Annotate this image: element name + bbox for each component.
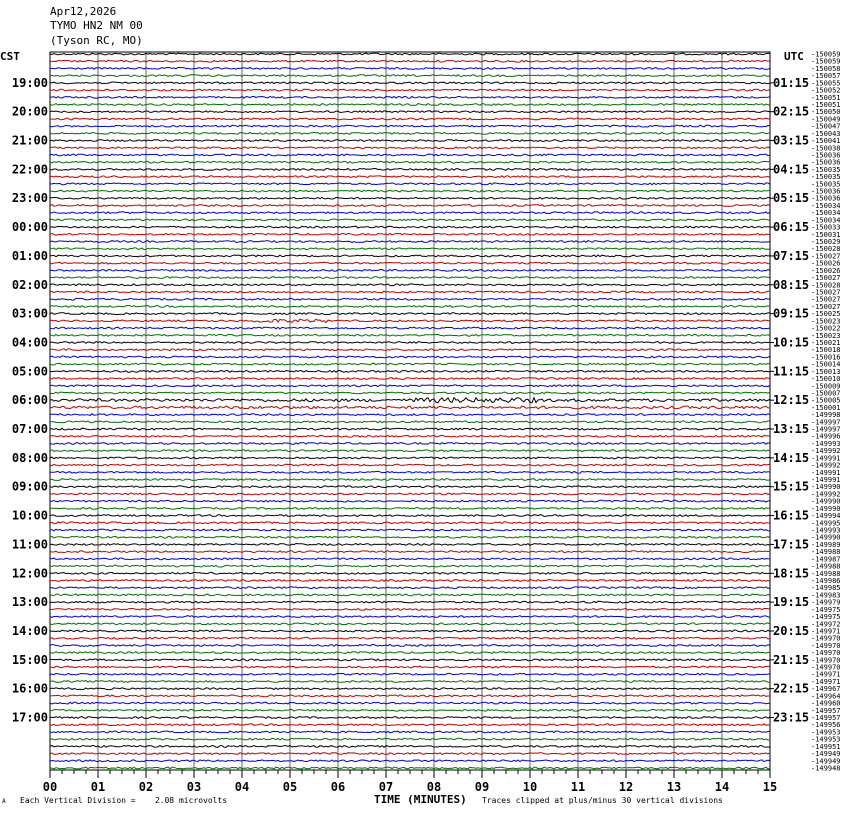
trace-line — [50, 767, 770, 769]
right-hour-label: 23:15 — [773, 710, 810, 725]
trace-offset-label: -150022 — [811, 324, 841, 333]
trace-line — [50, 60, 770, 62]
trace-line — [50, 306, 770, 308]
trace-offset-label: -150021 — [811, 339, 841, 347]
left-hour-label: 23:00 — [11, 191, 48, 206]
trace-offset-label: -149993 — [811, 440, 841, 448]
left-hour-label: 00:00 — [11, 220, 48, 235]
trace-offset-label: -150027 — [811, 288, 841, 297]
trace-line — [50, 226, 770, 228]
trace-line — [50, 688, 770, 690]
trace-offset-label: -149991 — [811, 476, 841, 484]
trace-line — [50, 673, 770, 675]
right-hour-label: 18:15 — [773, 566, 810, 581]
x-tick-label: 01 — [90, 780, 106, 794]
trace-offset-label: -150016 — [811, 353, 841, 362]
trace-line — [50, 659, 770, 661]
trace-offset-label: -150034 — [811, 216, 841, 225]
x-tick-label: 12 — [618, 780, 634, 794]
x-tick-label: 08 — [426, 780, 442, 794]
trace-line — [50, 450, 770, 452]
trace-line — [50, 363, 770, 365]
trace-offset-label: -149970 — [811, 641, 841, 650]
right-hour-label: 19:15 — [773, 595, 810, 610]
left-hour-label: 15:00 — [11, 652, 48, 667]
trace-line — [50, 652, 770, 654]
trace-offset-label: -149956 — [811, 721, 841, 730]
x-tick-label: 00 — [42, 780, 58, 794]
trace-line — [50, 746, 770, 748]
trace-line — [50, 753, 770, 755]
trace-line — [50, 140, 770, 142]
trace-offset-label: -150035 — [811, 165, 841, 174]
trace-offset-label: -149953 — [811, 728, 841, 737]
trace-offset-label: -150051 — [811, 93, 841, 102]
trace-offset-label: -149975 — [811, 605, 841, 614]
trace-line — [50, 392, 770, 394]
trace-line — [50, 82, 770, 84]
left-hour-label: 05:00 — [11, 364, 48, 379]
trace-line — [50, 544, 770, 546]
trace-line — [50, 623, 770, 625]
right-hour-label: 06:15 — [773, 220, 810, 235]
trace-offset-label: -150023 — [811, 331, 841, 340]
right-hour-label: 12:15 — [773, 393, 810, 408]
trace-offset-label: -150058 — [811, 64, 841, 73]
trace-line — [50, 147, 770, 149]
right-hour-label: 21:15 — [773, 652, 810, 667]
trace-line — [50, 183, 770, 185]
left-hour-label: 09:00 — [11, 479, 48, 494]
left-hour-label: 12:00 — [11, 566, 48, 581]
trace-line — [50, 398, 770, 403]
trace-line — [50, 421, 770, 423]
trace-offset-label: -150007 — [811, 389, 841, 398]
trace-line — [50, 580, 770, 582]
trace-line — [50, 406, 770, 409]
trace-line — [50, 681, 770, 683]
trace-line — [50, 385, 770, 387]
trace-offset-label: -150018 — [811, 346, 841, 355]
trace-offset-label: -150014 — [811, 360, 841, 369]
trace-offset-label: -150055 — [811, 79, 841, 88]
trace-line — [50, 435, 770, 437]
x-tick-label: 15 — [762, 780, 778, 794]
trace-line — [50, 233, 770, 235]
trace-offset-label: -149979 — [811, 598, 841, 607]
trace-line — [50, 319, 770, 323]
trace-offset-label: -149988 — [811, 562, 841, 571]
left-timezone-label: CST — [0, 50, 20, 63]
plot-date: Apr12,2026 — [50, 5, 117, 18]
x-tick-label: 11 — [570, 780, 586, 794]
trace-line — [50, 270, 770, 272]
trace-line — [50, 176, 770, 178]
trace-line — [50, 378, 770, 380]
trace-offset-label: -149990 — [811, 533, 841, 542]
trace-line — [50, 370, 770, 372]
left-hour-label: 02:00 — [11, 277, 48, 292]
right-hour-label: 02:15 — [773, 104, 810, 119]
trace-offset-label: -150013 — [811, 367, 841, 376]
trace-line — [50, 601, 770, 603]
trace-offset-label: -150047 — [811, 122, 841, 131]
trace-line — [50, 616, 770, 618]
trace-line — [50, 205, 770, 207]
trace-line — [50, 190, 770, 192]
trace-offset-label: -150041 — [811, 137, 841, 145]
trace-line — [50, 529, 770, 531]
trace-offset-label: -149991 — [811, 454, 841, 463]
x-tick-label: 03 — [186, 780, 202, 794]
trace-offset-label: -150034 — [811, 202, 841, 210]
station-location: (Tyson RC, MO) — [50, 34, 143, 47]
left-hour-label: 01:00 — [11, 248, 48, 263]
trace-line — [50, 609, 770, 611]
left-hour-label: 04:00 — [11, 335, 48, 350]
trace-offset-label: -150031 — [811, 230, 841, 239]
trace-offset-label: -149987 — [811, 555, 841, 564]
trace-line — [50, 724, 770, 726]
trace-line — [50, 760, 770, 762]
clip-note: Traces clipped at plus/minus 30 vertical divisions — [482, 796, 723, 805]
trace-offset-label: -150028 — [811, 245, 841, 254]
trace-line — [50, 132, 770, 134]
vertical-scale-note: Each Vertical Division = 2.08 microvolts — [20, 796, 228, 805]
trace-offset-label: -150036 — [811, 158, 841, 167]
trace-offset-label: -149992 — [811, 490, 841, 499]
trace-offset-label: -150026 — [811, 259, 841, 268]
trace-line — [50, 731, 770, 733]
left-hour-label: 17:00 — [11, 710, 48, 725]
trace-line — [50, 291, 770, 293]
trace-offset-label: -149991 — [811, 468, 841, 477]
trace-line — [50, 248, 770, 250]
trace-line — [50, 493, 770, 495]
trace-line — [50, 666, 770, 668]
trace-offset-label: -150052 — [811, 86, 841, 95]
trace-line — [50, 457, 770, 459]
x-tick-label: 02 — [138, 780, 154, 794]
trace-line — [50, 89, 770, 91]
trace-offset-label: -150057 — [811, 72, 841, 81]
trace-line — [50, 313, 770, 315]
trace-offset-label: -149994 — [811, 512, 841, 521]
left-hour-label: 16:00 — [11, 681, 48, 696]
trace-offset-label: -149971 — [811, 670, 841, 679]
right-hour-label: 03:15 — [773, 133, 810, 148]
trace-offset-label: -149970 — [811, 634, 841, 643]
right-hour-label: 05:15 — [773, 191, 810, 206]
corner-mark: A — [2, 798, 6, 805]
right-hour-label: 11:15 — [773, 364, 810, 379]
trace-line — [50, 75, 770, 77]
trace-offset-label: -149997 — [811, 418, 841, 427]
trace-offset-label: -149983 — [811, 591, 841, 600]
left-hour-label: 21:00 — [11, 133, 48, 148]
trace-line — [50, 500, 770, 502]
trace-offset-label: -150005 — [811, 396, 841, 405]
trace-line — [50, 111, 770, 113]
trace-line — [50, 125, 770, 127]
trace-offset-label: -149972 — [811, 620, 841, 629]
trace-offset-label: -149970 — [811, 649, 841, 658]
trace-line — [50, 536, 770, 538]
trace-offset-label: -150059 — [811, 50, 841, 59]
trace-line — [50, 356, 770, 358]
x-tick-label: 05 — [282, 780, 298, 794]
left-hour-label: 07:00 — [11, 422, 48, 436]
trace-offset-label: -149975 — [811, 613, 841, 621]
trace-line — [50, 169, 770, 171]
right-hour-label: 16:15 — [773, 508, 810, 523]
trace-offset-label: -149960 — [811, 699, 841, 708]
trace-offset-label: -149988 — [811, 548, 841, 557]
trace-line — [50, 738, 770, 740]
trace-line — [50, 212, 770, 214]
trace-offset-label: -150010 — [811, 375, 841, 383]
right-hour-label: 22:15 — [773, 681, 810, 696]
trace-offset-label: -149989 — [811, 540, 841, 549]
trace-line — [50, 464, 770, 466]
trace-offset-label: -150009 — [811, 382, 841, 391]
trace-offset-label: -149971 — [811, 627, 841, 636]
trace-offset-label: -149995 — [811, 519, 841, 528]
trace-line — [50, 443, 770, 445]
trace-offset-label: -150025 — [811, 310, 841, 319]
trace-offset-label: -150023 — [811, 317, 841, 326]
trace-line — [50, 428, 770, 430]
trace-offset-label: -149988 — [811, 569, 841, 578]
trace-offset-label: -149964 — [811, 692, 841, 701]
left-hour-label: 13:00 — [11, 595, 48, 610]
right-hour-label: 07:15 — [773, 248, 810, 263]
trace-offset-label: -150036 — [811, 151, 841, 160]
trace-line — [50, 594, 770, 596]
left-hour-label: 03:00 — [11, 306, 48, 321]
trace-offset-label: -149985 — [811, 584, 841, 593]
trace-offset-label: -149992 — [811, 447, 841, 456]
trace-line — [50, 96, 770, 98]
trace-offset-label: -149957 — [811, 706, 841, 715]
trace-line — [50, 53, 770, 55]
trace-line — [50, 262, 770, 264]
trace-offset-label: -149949 — [811, 750, 841, 759]
trace-line — [50, 104, 770, 106]
trace-offset-label: -150050 — [811, 108, 841, 117]
trace-line — [50, 695, 770, 697]
trace-offset-label: -149998 — [811, 411, 841, 420]
trace-offset-label: -149953 — [811, 735, 841, 744]
right-hour-label: 04:15 — [773, 162, 810, 177]
trace-offset-label: -149996 — [811, 432, 841, 441]
trace-offset-label: -150051 — [811, 101, 841, 109]
trace-offset-label: -150035 — [811, 173, 841, 182]
trace-line — [50, 587, 770, 589]
trace-offset-label: -149993 — [811, 526, 841, 535]
trace-offset-label: -149986 — [811, 577, 841, 585]
left-hour-label: 14:00 — [11, 624, 48, 638]
trace-line — [50, 522, 770, 524]
trace-offset-label: -149951 — [811, 742, 841, 751]
trace-offset-label: -150035 — [811, 180, 841, 189]
trace-line — [50, 630, 770, 632]
station-code: TYMO HN2 NM 00 — [50, 19, 143, 32]
trace-line — [50, 277, 770, 279]
x-axis-title: TIME (MINUTES) — [374, 793, 467, 806]
right-hour-label: 13:15 — [773, 422, 810, 436]
trace-line — [50, 709, 770, 711]
x-tick-label: 07 — [378, 780, 394, 794]
left-hour-label: 22:00 — [11, 162, 48, 177]
trace-line — [50, 558, 770, 560]
trace-line — [50, 645, 770, 647]
trace-offset-label: -150034 — [811, 209, 841, 218]
trace-line — [50, 118, 770, 120]
trace-offset-label: -149990 — [811, 497, 841, 506]
trace-line — [50, 161, 770, 163]
right-hour-label: 20:15 — [773, 624, 810, 638]
trace-offset-label: -150027 — [811, 252, 841, 261]
right-hour-label: 10:15 — [773, 335, 810, 350]
trace-offset-label: -150036 — [811, 187, 841, 196]
trace-offset-label: -150038 — [811, 144, 841, 153]
left-hour-label: 11:00 — [11, 537, 48, 552]
trace-offset-label: -150059 — [811, 57, 841, 66]
trace-offset-label: -150001 — [811, 403, 841, 412]
plot-frame — [50, 52, 770, 770]
trace-offset-label: -149970 — [811, 663, 841, 672]
trace-line — [50, 197, 770, 199]
trace-offset-label: -150028 — [811, 281, 841, 290]
trace-offset-label: -149990 — [811, 483, 841, 492]
trace-line — [50, 327, 770, 329]
left-hour-label: 08:00 — [11, 450, 48, 465]
x-tick-label: 13 — [666, 780, 682, 794]
trace-line — [50, 572, 770, 574]
trace-offset-label: -150049 — [811, 115, 841, 124]
trace-offset-label: -150027 — [811, 302, 841, 311]
trace-offset-label: -149990 — [811, 504, 841, 513]
trace-offset-label: -150027 — [811, 295, 841, 304]
trace-offset-label: -150027 — [811, 274, 841, 283]
trace-line — [50, 414, 770, 416]
trace-line — [50, 342, 770, 344]
trace-line — [50, 154, 770, 156]
trace-offset-label: -149970 — [811, 656, 841, 665]
x-tick-label: 10 — [522, 780, 538, 794]
right-hour-label: 08:15 — [773, 277, 810, 292]
x-tick-label: 04 — [234, 780, 250, 794]
right-hour-label: 17:15 — [773, 537, 810, 552]
x-tick-label: 09 — [474, 780, 490, 794]
x-tick-label: 06 — [330, 780, 346, 794]
trace-line — [50, 349, 770, 351]
trace-offset-label: -149992 — [811, 461, 841, 470]
right-timezone-label: UTC — [784, 50, 804, 63]
trace-line — [50, 298, 770, 300]
trace-line — [50, 565, 770, 567]
x-tick-label: 14 — [714, 780, 730, 794]
left-hour-label: 06:00 — [11, 393, 48, 408]
trace-line — [50, 515, 770, 517]
trace-offset-label: -149971 — [811, 678, 841, 686]
trace-line — [50, 508, 770, 510]
trace-line — [50, 471, 770, 473]
trace-line — [50, 334, 770, 336]
trace-offset-label: -149949 — [811, 757, 841, 766]
left-hour-label: 19:00 — [11, 75, 48, 90]
trace-offset-label: -150029 — [811, 238, 841, 246]
right-hour-label: 09:15 — [773, 306, 810, 321]
trace-line — [50, 68, 770, 70]
right-hour-label: 14:15 — [773, 450, 810, 465]
trace-line — [50, 551, 770, 553]
trace-offset-label: -149997 — [811, 425, 841, 434]
trace-offset-label: -150026 — [811, 266, 841, 275]
trace-line — [50, 219, 770, 221]
right-hour-label: 15:15 — [773, 479, 810, 494]
trace-line — [50, 702, 770, 704]
trace-line — [50, 637, 770, 639]
trace-offset-label: -150043 — [811, 129, 841, 138]
trace-line — [50, 486, 770, 488]
trace-line — [50, 717, 770, 719]
trace-offset-label: -149948 — [811, 764, 841, 773]
left-hour-label: 20:00 — [11, 104, 48, 119]
trace-line — [50, 255, 770, 257]
left-hour-label: 10:00 — [11, 508, 48, 523]
right-hour-label: 01:15 — [773, 75, 810, 90]
trace-line — [50, 479, 770, 481]
trace-offset-label: -149957 — [811, 714, 841, 722]
trace-offset-label: -149967 — [811, 685, 841, 694]
trace-offset-label: -150036 — [811, 194, 841, 203]
trace-line — [50, 241, 770, 243]
trace-line — [50, 284, 770, 286]
trace-offset-label: -150033 — [811, 223, 841, 232]
